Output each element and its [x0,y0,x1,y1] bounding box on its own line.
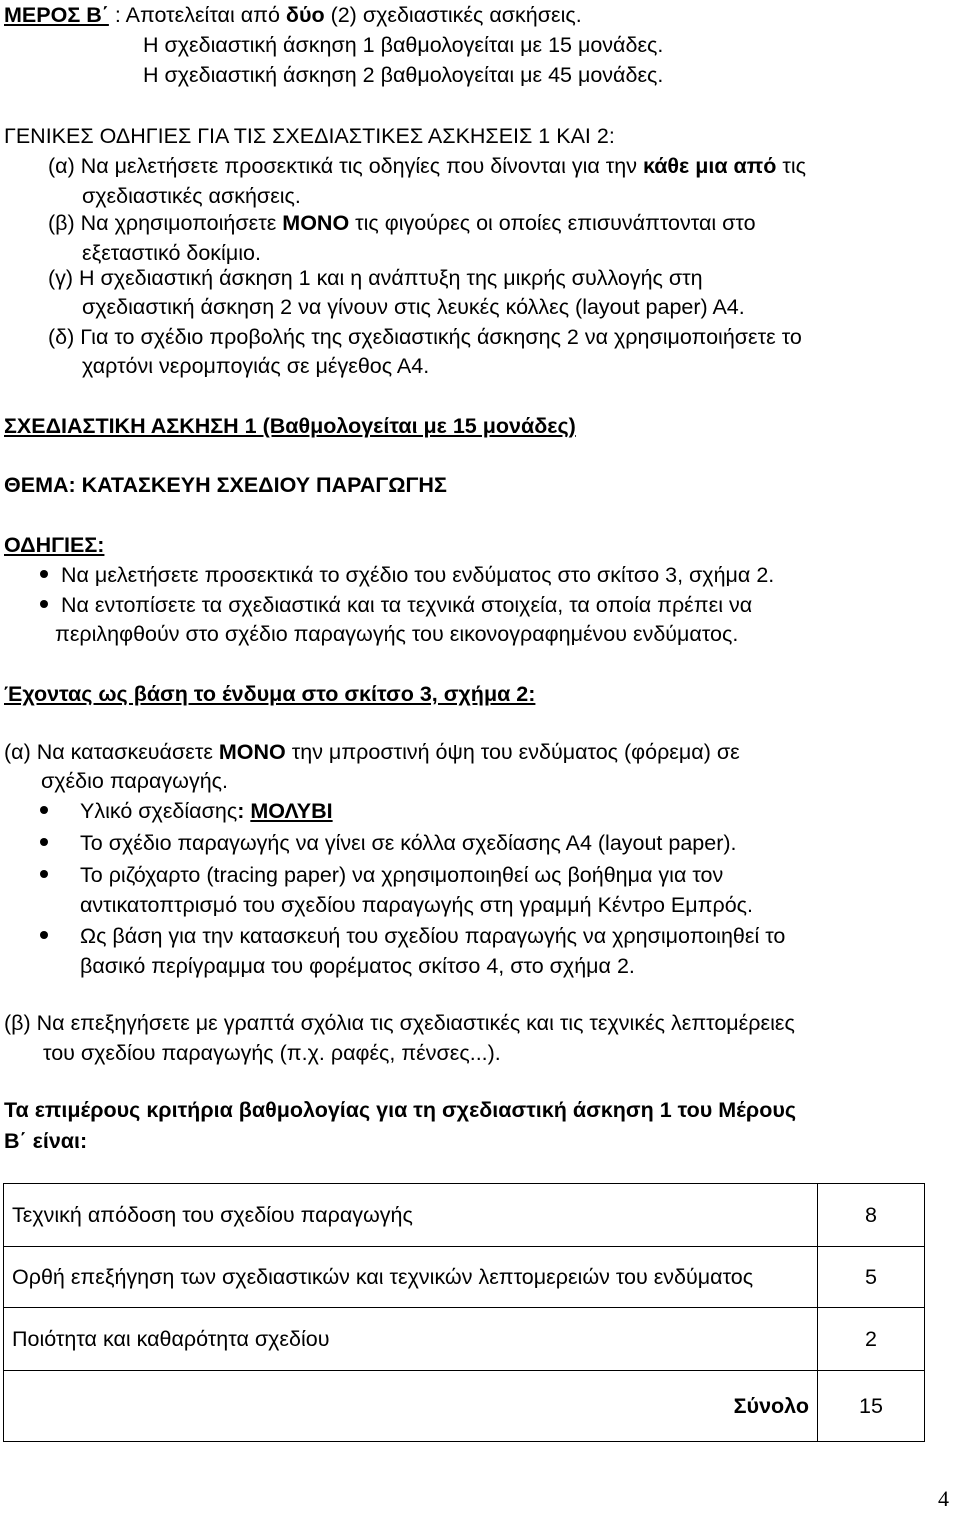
general-item-b-line-2: εξεταστικό δοκίμιο. [82,241,261,265]
criterion-label: Τεχνική απόδοση του σχεδίου παραγωγής [4,1184,818,1247]
general-item-c-line-1: (γ) Η σχεδιαστική άσκηση 1 και η ανάπτυξη της μικρής συλλογής στη [48,266,703,290]
instructions-heading: ΟΔΗΓΙΕΣ: [4,533,105,557]
general-item-d-line-1: (δ) Για το σχέδιο προβολής της σχεδιαστικής άσκησης 2 να χρησιμοποιήσετε το [48,325,802,349]
task-a-line-2: σχέδιο παραγωγής. [41,769,229,793]
task-a-bullet-4-line-1: Ως βάση για την κατασκευή του σχεδίου παραγωγής να χρησιμοποιηθεί το [80,924,786,948]
bullet-icon [40,600,48,608]
criteria-heading-line-1: Τα επιμέρους κριτήρια βαθμολογίας για τη σχεδιαστική άσκηση 1 του Μέρους [4,1098,797,1122]
task-b-line-1: (β) Να επεξηγήσετε με γραπτά σχόλια τις σχεδιαστικές και τις τεχνικές λεπτομέρειες [4,1011,795,1035]
total-row [4,1371,925,1442]
task-a-bullet-3-line-1: Το ριζόχαρτο (tracing paper) να χρησιμοποιηθεί ως βοήθημα για τον [80,863,724,887]
general-item-c-line-2: σχεδιαστική άσκηση 2 να γίνουν στις λευκές κόλλες (layout paper) Α4. [82,295,745,319]
bullet-icon [40,838,48,846]
bullet-icon [40,806,48,814]
task-a-bullet-2: Το σχέδιο παραγωγής να γίνει σε κόλλα σχεδίασης Α4 (layout paper). [80,831,737,855]
task-a-line-1: (α) Να κατασκευάσετε ΜΟΝΟ την μπροστινή όψη του ενδύματος (φόρεμα) σε [4,740,740,764]
part-b-line-2: Η σχεδιαστική άσκηση 1 βαθμολογείται με 15 μονάδες. [143,33,664,57]
bullet-icon [40,870,48,878]
task-b-line-2: του σχεδίου παραγωγής (π.χ. ραφές, πένσες...). [43,1041,501,1065]
criterion-label: Ποιότητα και καθαρότητα σχεδίου [4,1308,818,1371]
general-item-a-line-1: (α) Να μελετήσετε προσεκτικά τις οδηγίες που δίνονται για την κάθε μια από τις [48,154,806,178]
part-b-title: ΜΕΡΟΣ Β΄ [4,3,109,27]
exercise-1-heading: ΣΧΕΔΙΑΣΤΙΚΗ ΑΣΚΗΣΗ 1 (Βαθμολογείται με 15 μονάδες) [4,414,576,438]
bullet-icon [40,931,48,939]
criterion-points: 8 [818,1184,925,1247]
criterion-points: 5 [818,1247,925,1308]
criteria-heading-line-2: Β΄ είναι: [4,1129,88,1153]
instruction-1: Να μελετήσετε προσεκτικά το σχέδιο του ενδύματος στο σκίτσο 3, σχήμα 2. [61,563,775,587]
table-row [4,1184,925,1247]
page-number: 4 [938,1486,949,1511]
total-value: 15 [818,1371,925,1442]
task-a-bullet-1: Υλικό σχεδίασης: ΜΟΛΥΒΙ [80,799,333,823]
general-item-d-line-2: χαρτόνι νερομπογιάς σε μέγεθος Α4. [82,354,430,378]
general-item-b-line-1: (β) Να χρησιμοποιήσετε ΜΟΝΟ τις φιγούρες οι οποίες επισυνάπτονται στο [48,211,756,235]
instruction-2-line-2: περιληφθούν στο σχέδιο παραγωγής του εικονογραφημένου ενδύματος. [55,622,739,646]
general-item-a-line-2: σχεδιαστικές ασκήσεις. [82,184,301,208]
bullet-icon [40,570,48,578]
criteria-table [3,1183,925,1442]
task-a-bullet-3-line-2: αντικατοπτρισμό του σχεδίου παραγωγής στη γραμμή Κέντρο Εμπρός. [80,893,753,917]
exercise-1-theme: ΘΕΜΑ: ΚΑΤΑΣΚΕΥΗ ΣΧΕΔΙΟΥ ΠΑΡΑΓΩΓΗΣ [4,473,447,497]
basis-heading: Έχοντας ως βάση το ένδυμα στο σκίτσο 3, σχήμα 2: [4,682,536,706]
total-label: Σύνολο [4,1371,818,1442]
criterion-label: Ορθή επεξήγηση των σχεδιαστικών και τεχνικών λεπτομερειών του ενδύματος [4,1247,818,1308]
task-a-bullet-4-line-2: βασικό περίγραμμα του φορέματος σκίτσο 4, στο σχήμα 2. [80,954,635,978]
part-b-intro: ΜΕΡΟΣ Β΄ : Αποτελείται από δύο (2) σχεδιαστικές ασκήσεις. [4,3,582,27]
criterion-points: 2 [818,1308,925,1371]
part-b-line-3: Η σχεδιαστική άσκηση 2 βαθμολογείται με 45 μονάδες. [143,63,664,87]
table-row [4,1308,925,1371]
general-instructions-heading: ΓΕΝΙΚΕΣ ΟΔΗΓΙΕΣ ΓΙΑ ΤΙΣ ΣΧΕΔΙΑΣΤΙΚΕΣ ΑΣΚΗΣΕΙΣ 1 ΚΑΙ 2: [4,124,615,148]
instruction-2-line-1: Να εντοπίσετε τα σχεδιαστικά και τα τεχνικά στοιχεία, τα οποία πρέπει να [61,593,753,617]
table-row [4,1247,925,1308]
